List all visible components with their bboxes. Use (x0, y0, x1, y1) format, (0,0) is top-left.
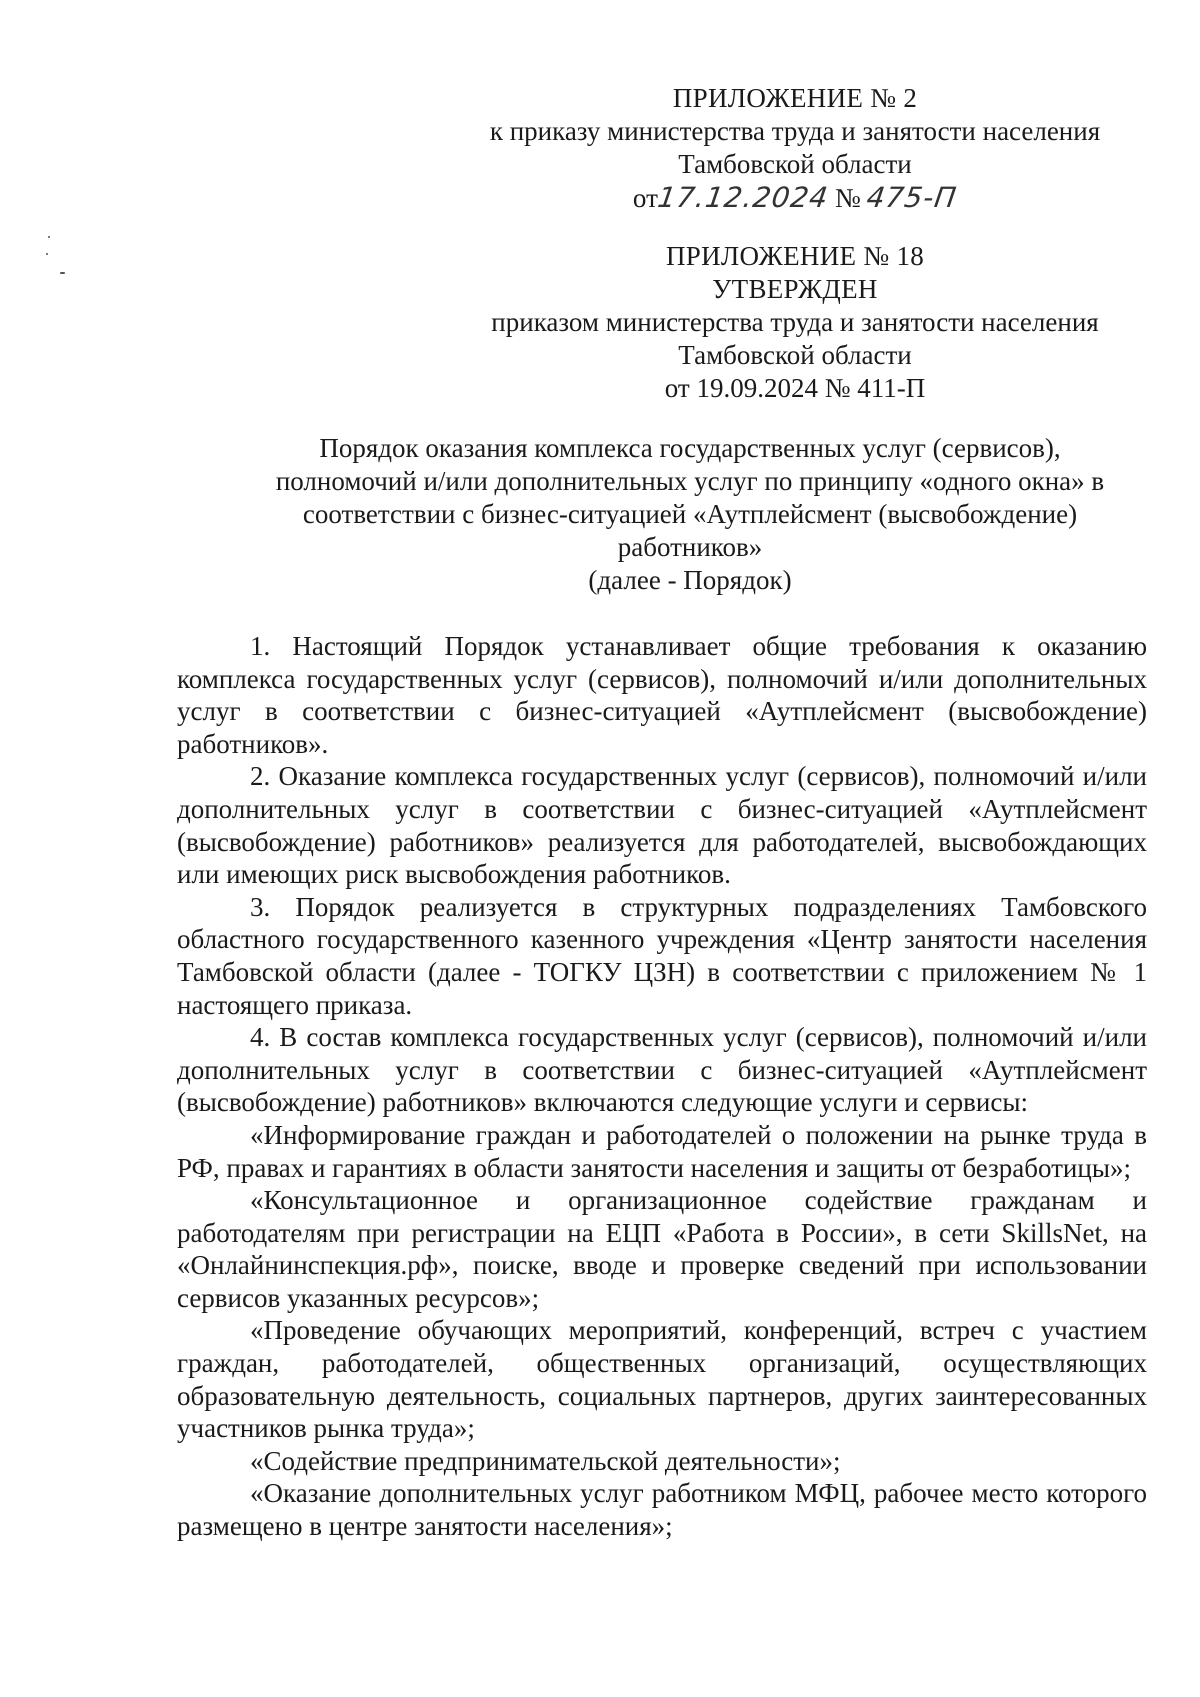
appendix-18-order-line1: приказом министерства труда и занятости населения (491, 307, 1099, 337)
service-item-2: «Консультационное и организационное содействие гражданам и работодателям при регистрации на ЕЦП «Работа в России», в сети SkillsNet, на «Онлайнинспекция.рф», поиске, вводе и проверке сведений при использовании сервисов указанных ресурсов»; (177, 1185, 1147, 1313)
title-line-3: соответствии с бизнес-ситуацией «Аутплейсмент (высвобождение) (302, 499, 1078, 529)
document-body (177, 630, 1147, 1543)
appendix-2-title: ПРИЛОЖЕНИЕ № 2 (672, 83, 918, 113)
appendix-18-header (470, 240, 1120, 405)
date-prefix: от (632, 183, 658, 213)
service-item-5: «Оказание дополнительных услуг работником МФЦ, рабочее место которого размещено в центре занятости населения»; (177, 1478, 1147, 1542)
appendix-2-date-line (470, 181, 1120, 215)
service-item-4: «Содействие предпринимательской деятельности»; (250, 1445, 841, 1476)
number-sign: № (834, 183, 861, 213)
handwritten-number: 475-П (865, 181, 960, 214)
scan-specks (46, 236, 76, 276)
appendix-2-order-line2: Тамбовской области (678, 149, 912, 179)
appendix-18-title: ПРИЛОЖЕНИЕ № 18 (665, 241, 925, 271)
title-line-1: Порядок оказания комплекса государственных услуг (сервисов), (319, 433, 1061, 463)
paragraph-1: 1. Настоящий Порядок устанавливает общие требования к оказанию комплекса государственных услуг (сервисов), полномочий и/или дополнительных услуг в соответствии с бизнес-ситуацией «Аутплейсмент (высвобождение) работников». (177, 631, 1147, 759)
title-line-4: работников» (617, 532, 763, 562)
service-item-1: «Информирование граждан и работодателей о положении на рынке труда в РФ, правах и гарантиях в области занятости населения и защиты от безработицы»; (177, 1119, 1147, 1183)
handwritten-date: 17.12.2024 (655, 181, 831, 214)
paragraph-3: 3. Порядок реализуется в структурных подразделениях Тамбовского областного государственного казенного учреждения «Центр занятости населения Тамбовской области (далее - ТОГКУ ЦЗН) в соответствии с приложением № 1 настоящего приказа. (177, 891, 1147, 1020)
appendix-18-order-line2: Тамбовской области (678, 340, 912, 370)
approved-label: УТВЕРЖДЕН (712, 274, 878, 304)
document-title (240, 432, 1140, 597)
appendix-18-date-line: от 19.09.2024 № 411-П (664, 373, 926, 403)
title-line-2: полномочий и/или дополнительных услуг по принципу «одного окна» в (275, 466, 1105, 496)
paragraph-4: 4. В состав комплекса государственных услуг (сервисов), полномочий и/или дополнительных услуг в соответствии с бизнес-ситуацией «Аутплейсмент (высвобождение) работников» включаются следующие услуги и сервисы: (177, 1022, 1147, 1118)
appendix-2-header (470, 82, 1120, 215)
appendix-2-order-line1: к приказу министерства труда и занятости населения (489, 116, 1101, 146)
service-item-3: «Проведение обучающих мероприятий, конференций, встреч с участием граждан, работодателей, общественных организаций, осуществляющих образовательную деятельность, социальных партнеров, других заинтересованных участников рынка труда»; (177, 1315, 1147, 1444)
paragraph-2: 2. Оказание комплекса государственных услуг (сервисов), полномочий и/или дополнительных услуг в соответствии с бизнес-ситуацией «Аутплейсмент (высвобождение) работников» реализуется для работодателей, высвобождающих или имеющих риск высвобождения работников. (177, 761, 1147, 890)
title-line-5: (далее - Порядок) (588, 565, 792, 595)
